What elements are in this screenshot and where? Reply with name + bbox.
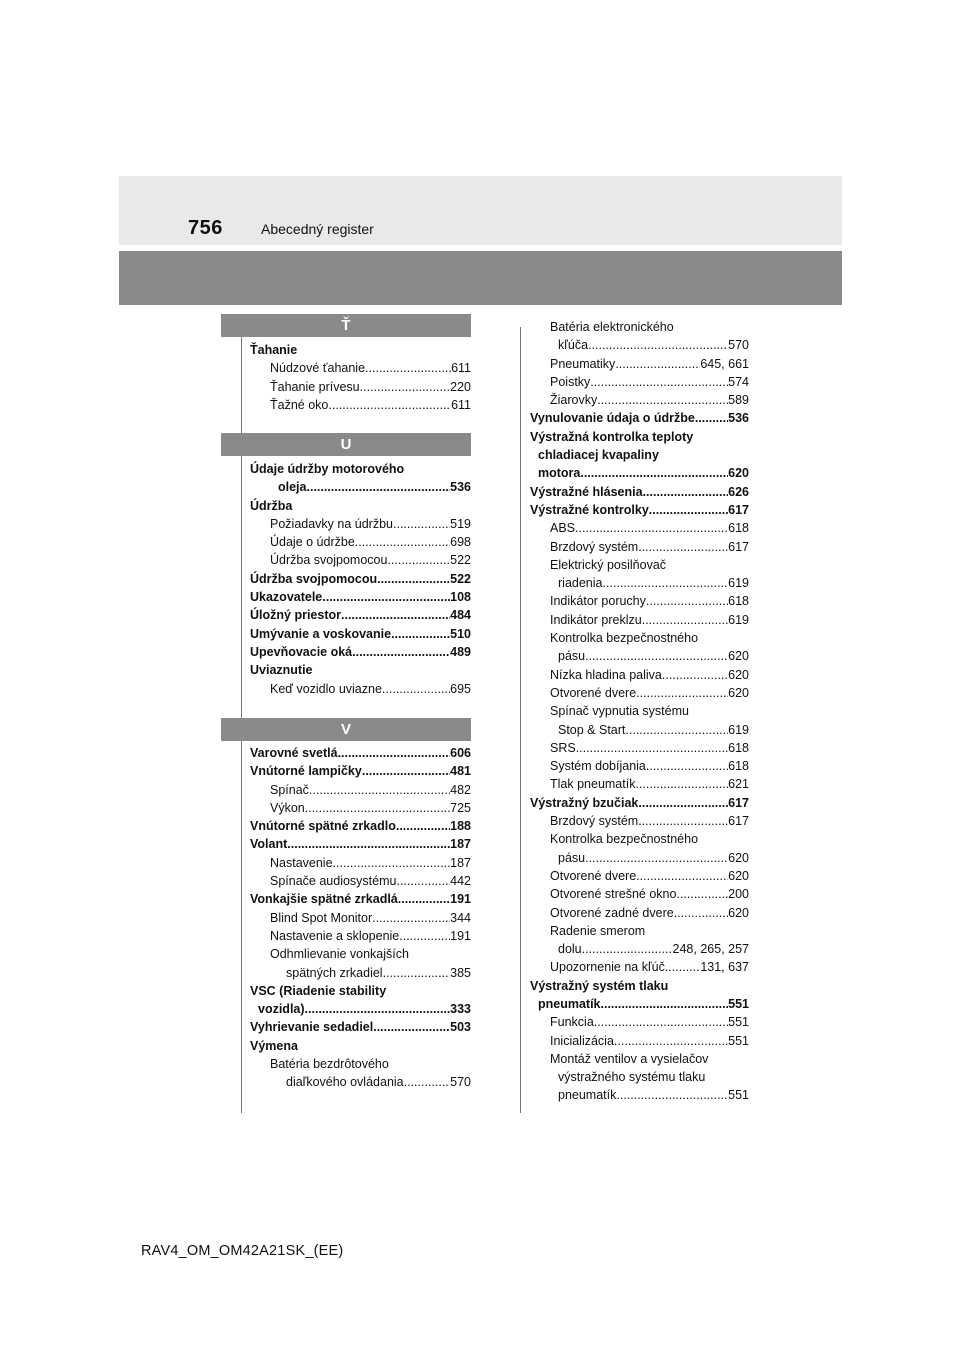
entry-term: Volant <box>250 837 288 852</box>
section-entries <box>250 744 471 1092</box>
dot-leader <box>305 799 450 817</box>
dot-leader <box>399 927 450 945</box>
index-entry <box>530 885 749 903</box>
entry-page: 570 <box>728 338 749 353</box>
dot-leader <box>396 872 450 890</box>
entry-page: 442 <box>450 874 471 889</box>
entry-term: Požiadavky na údržbu <box>270 516 393 531</box>
dot-leader <box>575 519 728 537</box>
entry-page: 220 <box>450 379 471 394</box>
entry-term: Keď vozidlo uviazne <box>270 681 382 696</box>
header-gray-band <box>119 251 842 305</box>
index-entry <box>530 1086 749 1104</box>
dot-leader <box>582 940 673 958</box>
entry-term: Varovné svetlá <box>250 746 338 760</box>
dot-leader <box>649 501 728 519</box>
dot-leader <box>372 909 450 927</box>
index-entry <box>530 721 749 739</box>
entry-term: Nízka hladina paliva <box>550 667 662 682</box>
dot-leader <box>615 355 700 373</box>
dot-leader <box>638 538 728 556</box>
index-entry <box>250 1055 471 1073</box>
dot-leader <box>387 551 450 569</box>
entry-term: Nastavenie a sklopenie <box>270 928 400 943</box>
dot-leader <box>383 964 451 982</box>
dot-leader <box>398 890 450 908</box>
dot-leader <box>404 1073 451 1091</box>
entry-term: spätných zrkadiel <box>286 965 383 980</box>
entry-page: 570 <box>450 1075 471 1090</box>
index-entry <box>530 428 749 446</box>
entry-term: Ťažné oko <box>270 397 329 412</box>
entry-page: 551 <box>728 1088 749 1103</box>
entry-page: 618 <box>728 594 749 609</box>
index-entry <box>250 625 471 643</box>
index-entry <box>530 373 749 391</box>
dot-leader <box>580 464 728 482</box>
index-entry <box>530 391 749 409</box>
index-entry <box>530 556 749 574</box>
entry-page: 510 <box>450 626 471 641</box>
section-entries <box>250 460 471 698</box>
dot-leader <box>585 849 728 867</box>
index-entry <box>250 781 471 799</box>
index-entry <box>250 1073 471 1091</box>
section-letter-bar: V <box>221 718 471 741</box>
index-entry <box>530 501 749 519</box>
dot-leader <box>305 1000 451 1018</box>
dot-leader <box>377 570 450 588</box>
index-entry <box>250 497 471 515</box>
index-entry <box>530 977 749 995</box>
entry-term: Kontrolka bezpečnostného <box>550 832 699 847</box>
dot-leader <box>333 854 451 872</box>
entry-page: 619 <box>728 612 749 627</box>
index-entry <box>530 1050 749 1068</box>
index-entry <box>530 666 749 684</box>
entry-page: 611 <box>451 397 471 412</box>
entry-term: pneumatík <box>538 996 601 1011</box>
entry-term: oleja <box>278 480 307 495</box>
entry-page: 522 <box>450 553 471 568</box>
entry-term: Montáž ventilov a vysielačov <box>550 1051 709 1066</box>
index-entry <box>250 396 471 414</box>
entry-page: 519 <box>450 516 471 531</box>
index-entry <box>250 643 471 661</box>
entry-term: Spínač <box>270 782 309 797</box>
entry-term: chladiacej kvapaliny <box>538 448 659 463</box>
entry-term: Inicializácia <box>550 1033 614 1048</box>
entry-term: Spínač vypnutia systému <box>550 704 689 719</box>
entry-term: pásu <box>558 649 586 664</box>
entry-page: 248, 265, 257 <box>672 942 749 957</box>
entry-page: 551 <box>728 1015 749 1030</box>
dot-leader <box>602 574 728 592</box>
index-entry <box>530 922 749 940</box>
entry-page: 344 <box>450 910 471 925</box>
entry-term: Umývanie a voskovanie <box>250 626 392 641</box>
entry-term: Indikátor poruchy <box>550 594 646 609</box>
dot-leader <box>362 762 450 780</box>
header-top-band <box>119 176 842 245</box>
entry-page: 536 <box>450 480 471 495</box>
index-entry <box>250 744 471 762</box>
index-entry <box>530 574 749 592</box>
index-entry <box>250 341 471 359</box>
entry-term: Údržba svojpomocou <box>270 553 388 568</box>
entry-term: Výstražný systém tlaku <box>530 978 669 993</box>
dot-leader <box>360 378 451 396</box>
index-entry <box>250 1000 471 1018</box>
dot-leader <box>614 1032 728 1050</box>
index-entry <box>250 835 471 853</box>
dot-leader <box>585 647 728 665</box>
entry-term: výstražného systému tlaku <box>558 1070 706 1085</box>
dot-leader <box>674 904 728 922</box>
index-entry <box>530 812 749 830</box>
entry-term: Údaje o údržbe <box>270 535 355 550</box>
dot-leader <box>597 391 728 409</box>
entry-page: 620 <box>728 905 749 920</box>
dot-leader <box>636 684 728 702</box>
entry-term: Otvorené dvere <box>550 685 637 700</box>
dot-leader <box>576 739 728 757</box>
dot-leader <box>638 794 728 812</box>
dot-leader <box>393 515 450 533</box>
entry-page: 695 <box>450 681 471 696</box>
entry-term: Žiarovky <box>550 393 598 408</box>
dot-leader <box>338 744 451 762</box>
dot-leader <box>588 336 728 354</box>
index-entry <box>250 478 471 496</box>
index-entry <box>530 409 749 427</box>
index-entry <box>530 1068 749 1086</box>
dot-leader <box>643 483 729 501</box>
entry-page: 618 <box>728 759 749 774</box>
entry-term: motora <box>538 466 581 481</box>
entry-page: 489 <box>450 644 471 659</box>
entry-page: 618 <box>728 521 749 536</box>
entry-page: 617 <box>728 539 749 554</box>
section-letter-bar: U <box>221 433 471 456</box>
index-entry <box>530 995 749 1013</box>
entry-term: Odhmlievanie vonkajších <box>270 947 409 962</box>
dot-leader <box>646 592 728 610</box>
index-entry <box>250 680 471 698</box>
entry-page: 191 <box>450 892 471 907</box>
index-entry <box>250 460 471 478</box>
dot-leader <box>665 958 701 976</box>
dot-leader <box>594 1013 728 1031</box>
index-entry <box>250 964 471 982</box>
entry-term: Blind Spot Monitor <box>270 910 373 925</box>
entry-page: 626 <box>728 484 749 499</box>
entry-term: Elektrický posilňovač <box>550 557 667 572</box>
entry-page: 522 <box>450 571 471 586</box>
entry-page: 618 <box>728 740 749 755</box>
index-entry <box>250 909 471 927</box>
index-entry <box>530 830 749 848</box>
entry-term: Radenie smerom <box>550 923 646 938</box>
index-entry <box>530 794 749 812</box>
index-entry <box>530 629 749 647</box>
entry-page: 188 <box>450 819 471 834</box>
right-column-entries <box>530 318 749 1105</box>
entry-term: Výstražné hlásenia <box>530 484 643 499</box>
section-letter-bar: Ť <box>221 314 471 337</box>
entry-term: Výkon <box>270 800 305 815</box>
entry-term: Núdzové ťahanie <box>270 361 366 376</box>
entry-term: Vnútorné spätné zrkadlo <box>250 819 396 834</box>
index-entry <box>530 318 749 336</box>
index-entry <box>250 606 471 624</box>
dot-leader <box>341 606 450 624</box>
index-entry <box>530 446 749 464</box>
dot-leader <box>391 625 450 643</box>
dot-leader <box>382 680 450 698</box>
entry-term: vozidla) <box>258 1002 305 1017</box>
entry-page: 621 <box>728 777 749 792</box>
index-entry <box>530 1013 749 1031</box>
index-entry <box>250 982 471 1000</box>
index-entry <box>530 757 749 775</box>
entry-term: Ťahanie prívesu <box>270 379 360 394</box>
dot-leader <box>365 359 451 377</box>
entry-term: Ťahanie <box>250 343 298 357</box>
index-entry <box>250 1037 471 1055</box>
entry-term: Batéria elektronického <box>550 320 674 334</box>
dot-leader <box>642 611 728 629</box>
entry-page: 385 <box>450 965 471 980</box>
entry-page: 108 <box>450 590 471 605</box>
dot-leader <box>616 1086 728 1104</box>
entry-page: 617 <box>728 795 749 810</box>
index-entry <box>250 945 471 963</box>
entry-page: 620 <box>728 850 749 865</box>
index-entry <box>250 1018 471 1036</box>
entry-term: Výmena <box>250 1038 298 1053</box>
entry-term: Údržba svojpomocou <box>250 571 378 586</box>
section-entries <box>250 341 471 414</box>
index-entry <box>530 592 749 610</box>
entry-page: 482 <box>450 782 471 797</box>
entry-term: Otvorené zadné dvere <box>550 905 674 920</box>
index-entry <box>530 940 749 958</box>
index-entry <box>250 378 471 396</box>
entry-page: 551 <box>728 1033 749 1048</box>
entry-term: Tlak pneumatík <box>550 777 636 792</box>
dot-leader <box>625 721 728 739</box>
entry-page: 131, 637 <box>700 960 749 975</box>
dot-leader <box>638 812 728 830</box>
entry-page: 698 <box>450 535 471 550</box>
index-entry <box>530 611 749 629</box>
entry-term: Indikátor preklzu <box>550 612 642 627</box>
entry-term: Vnútorné lampičky <box>250 764 362 779</box>
dot-leader <box>601 995 729 1013</box>
entry-term: Ukazovatele <box>250 590 323 605</box>
entry-page: 606 <box>450 746 471 760</box>
index-entry <box>530 1032 749 1050</box>
dot-leader <box>695 409 728 427</box>
entry-term: Otvorené strešné okno <box>550 887 677 902</box>
entry-term: kľúča <box>558 338 589 353</box>
entry-term: pásu <box>558 850 586 865</box>
entry-term: Kontrolka bezpečnostného <box>550 631 699 646</box>
dot-leader <box>355 533 450 551</box>
index-entry <box>250 515 471 533</box>
entry-page: 589 <box>728 393 749 408</box>
entry-page: 620 <box>728 868 749 883</box>
entry-term: Úložný priestor <box>250 608 341 623</box>
index-entry <box>530 775 749 793</box>
entry-page: 481 <box>450 764 471 779</box>
entry-term: Stop & Start <box>558 722 626 737</box>
entry-term: Spínače audiosystému <box>270 874 397 889</box>
entry-term: Poistky <box>550 374 591 389</box>
entry-page: 645, 661 <box>700 356 749 371</box>
index-entry <box>530 336 749 354</box>
dot-leader <box>328 396 451 414</box>
index-entry <box>530 538 749 556</box>
entry-page: 574 <box>728 374 749 389</box>
page-number: 756 <box>188 217 223 239</box>
entry-page: 617 <box>728 502 749 517</box>
entry-page: 503 <box>450 1020 471 1035</box>
entry-page: 620 <box>728 649 749 664</box>
index-entry <box>250 927 471 945</box>
entry-page: 619 <box>728 576 749 591</box>
index-entry <box>530 355 749 373</box>
entry-term: Batéria bezdrôtového <box>270 1057 389 1072</box>
index-entry <box>530 684 749 702</box>
dot-leader <box>373 1018 450 1036</box>
entry-term: Vyhrievanie sedadiel <box>250 1020 374 1035</box>
entry-page: 620 <box>728 667 749 682</box>
entry-term: Nastavenie <box>270 855 333 870</box>
dot-leader <box>590 373 728 391</box>
entry-term: Otvorené dvere <box>550 868 637 883</box>
index-entry <box>250 551 471 569</box>
index-entry <box>250 570 471 588</box>
index-entry <box>250 359 471 377</box>
index-entry <box>530 739 749 757</box>
index-entry <box>250 661 471 679</box>
index-entry <box>530 519 749 537</box>
index-entry <box>250 799 471 817</box>
dot-leader <box>662 666 728 684</box>
entry-term: riadenia <box>558 576 603 591</box>
entry-page: 187 <box>450 855 471 870</box>
entry-page: 191 <box>450 928 471 943</box>
entry-page: 536 <box>728 411 749 426</box>
index-entry <box>250 854 471 872</box>
entry-page: 551 <box>728 996 749 1011</box>
dot-leader <box>309 781 450 799</box>
dot-leader <box>676 885 728 903</box>
entry-term: Uviaznutie <box>250 663 313 678</box>
entry-term: Upozornenie na kľúč <box>550 960 665 975</box>
index-entry <box>530 647 749 665</box>
entry-term: Údržba <box>250 498 293 513</box>
index-entry <box>250 762 471 780</box>
entry-page: 620 <box>728 685 749 700</box>
footer-code: RAV4_OM_OM42A21SK_(EE) <box>141 1243 344 1259</box>
entry-page: 484 <box>450 608 471 623</box>
index-entry <box>250 588 471 606</box>
index-entry <box>250 872 471 890</box>
index-entry <box>530 849 749 867</box>
dot-leader <box>396 817 450 835</box>
entry-term: Funkcia <box>550 1015 594 1030</box>
entry-term: Výstražné kontrolky <box>530 502 649 517</box>
index-entry <box>530 904 749 922</box>
entry-term: Výstražný bzučiak <box>530 795 639 810</box>
entry-page: 620 <box>728 466 749 481</box>
dot-leader <box>635 775 728 793</box>
index-entry <box>250 890 471 908</box>
index-entry <box>530 483 749 501</box>
entry-term: ABS <box>550 521 576 536</box>
entry-term: Vynulovanie údaja o údržbe <box>530 411 695 426</box>
index-entry <box>530 958 749 976</box>
entry-term: VSC (Riadenie stability <box>250 983 387 998</box>
entry-term: Brzdový systém <box>550 814 639 829</box>
index-entry <box>530 867 749 885</box>
entry-page: 187 <box>450 837 471 852</box>
dot-leader <box>646 757 728 775</box>
entry-term: diaľkového ovládania <box>286 1075 404 1090</box>
entry-term: Pneumatiky <box>550 356 616 371</box>
dot-leader <box>307 478 451 496</box>
entry-page: 617 <box>728 814 749 829</box>
entry-term: dolu <box>558 942 582 957</box>
entry-term: Upevňovacie oká <box>250 644 353 659</box>
entry-term: Systém dobíjania <box>550 759 646 774</box>
dot-leader <box>352 643 450 661</box>
entry-term: pneumatík <box>558 1088 617 1103</box>
index-entry <box>530 464 749 482</box>
dot-leader <box>322 588 450 606</box>
index-entry <box>250 817 471 835</box>
page-title: Abecedný register <box>261 221 374 237</box>
right-column-rule <box>520 327 521 1113</box>
entry-term: Údaje údržby motorového <box>250 462 405 476</box>
entry-page: 200 <box>728 887 749 902</box>
entry-term: Brzdový systém <box>550 539 639 554</box>
entry-term: Výstražná kontrolka teploty <box>530 429 694 444</box>
dot-leader <box>287 835 450 853</box>
dot-leader <box>636 867 728 885</box>
entry-page: 725 <box>450 800 471 815</box>
index-entry <box>530 702 749 720</box>
index-entry <box>250 533 471 551</box>
entry-page: 611 <box>451 361 471 376</box>
entry-page: 333 <box>450 1002 471 1017</box>
entry-term: SRS <box>550 740 576 755</box>
entry-page: 619 <box>728 722 749 737</box>
entry-term: Vonkajšie spätné zrkadlá <box>250 892 398 907</box>
